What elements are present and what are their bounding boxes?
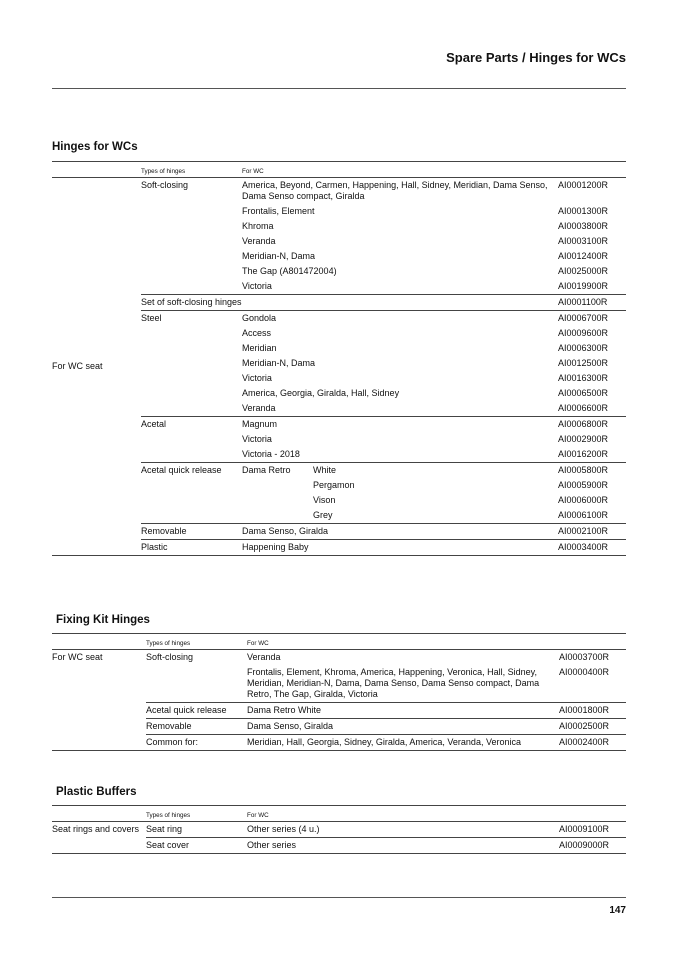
for-wc: Victoria [242, 281, 272, 291]
for-wc [242, 478, 558, 493]
for-wc: Frontalis, Element [242, 206, 315, 216]
hinge-type [141, 386, 242, 401]
group-label: Seat rings and covers [52, 822, 146, 854]
for-wc: Meridian-N, Dama [242, 358, 316, 368]
for-wc [242, 463, 558, 479]
for-wc: Other series (4 u.) [247, 822, 559, 838]
hinge-type: Removable [141, 524, 242, 540]
hinge-type [141, 204, 242, 219]
part-code: AI0001100R [558, 295, 626, 311]
hinge-type: Soft-closing [141, 178, 242, 205]
hinge-type [141, 234, 242, 249]
part-code: AI0009600R [558, 328, 609, 338]
for-wc: Gondola [242, 311, 558, 327]
for-wc: The Gap (A801472004) [242, 266, 337, 276]
part-code: AI0016200R [558, 449, 609, 459]
for-wc: Magnum [242, 417, 558, 433]
page-number: 147 [609, 905, 626, 916]
for-wc: Victoria [242, 434, 272, 444]
hinge-type [141, 371, 242, 386]
part-code: AI0002400R [559, 735, 626, 751]
col-header-for: For WC [247, 640, 269, 647]
for-wc: Khroma [242, 221, 274, 231]
part-code: AI0006600R [558, 403, 609, 413]
header-blank [52, 806, 146, 822]
part-code: AI0002500R [559, 719, 626, 735]
hinge-type [141, 219, 242, 234]
header-blank [559, 634, 626, 650]
part-code: AI0006700R [558, 311, 626, 327]
hinge-type [141, 401, 242, 417]
hinge-type: Soft-closing [146, 650, 247, 666]
for-wc: Victoria [242, 373, 272, 383]
table-row [52, 650, 626, 666]
color-variant: Grey [313, 510, 333, 520]
col-header-types: Types of hinges [141, 168, 186, 175]
col-header-types: Types of hinges [146, 640, 191, 647]
part-code: AI0019900R [558, 281, 609, 291]
part-code: AI0003400R [558, 540, 626, 556]
hinges-section-title: Hinges for WCs [52, 141, 138, 153]
part-code: AI0002900R [558, 434, 609, 444]
table-row [52, 178, 626, 205]
part-code: AI0012400R [558, 251, 609, 261]
header-blank [558, 162, 626, 178]
for-wc: America, Beyond, Carmen, Happening, Hall, Sidney, Meridian, Dama Senso, Dama Senso compact, Giralda [242, 178, 558, 205]
hinge-type: Removable [146, 719, 247, 735]
for-wc [242, 508, 558, 524]
table-header-row [52, 634, 626, 650]
header-blank [559, 806, 626, 822]
part-code: AI0002100R [558, 524, 626, 540]
part-code: AI0005900R [558, 480, 609, 490]
part-code: AI0001200R [558, 178, 626, 205]
part-code: AI0001800R [559, 703, 626, 719]
for-wc-model: Dama Retro [242, 465, 291, 475]
col-header-for: For WC [242, 168, 264, 175]
for-wc: Other series [247, 838, 559, 854]
page-header [52, 48, 626, 89]
for-wc: America, Georgia, Giralda, Hall, Sidney [242, 388, 400, 398]
part-code: AI0006800R [558, 417, 626, 433]
hinge-type: Common for: [146, 735, 247, 751]
hinge-type [141, 447, 242, 463]
for-wc: Veranda [242, 403, 276, 413]
part-code: AI0006000R [558, 495, 609, 505]
color-variant: Pergamon [313, 480, 355, 490]
hinge-type [141, 356, 242, 371]
for-wc [242, 493, 558, 508]
part-code: AI0012500R [558, 358, 609, 368]
buffers-section-title: Plastic Buffers [56, 786, 137, 798]
hinge-type: Set of soft-closing hinges [141, 295, 558, 311]
for-wc: Dama Senso, Giralda [247, 719, 559, 735]
col-header-types: Types of hinges [146, 812, 191, 819]
group-label: For WC seat [52, 650, 146, 751]
for-wc: Dama Senso, Giralda [242, 524, 558, 540]
group-label: For WC seat [52, 178, 141, 556]
hinge-type [141, 341, 242, 356]
for-wc: Access [242, 328, 272, 338]
hinge-type [141, 478, 242, 493]
color-variant: White [313, 465, 337, 475]
for-wc: Veranda [247, 650, 559, 666]
table-row [52, 822, 626, 838]
header-blank [52, 162, 141, 178]
part-code: AI0003100R [558, 236, 609, 246]
for-wc: Victoria - 2018 [242, 449, 300, 459]
part-code: AI0000400R [559, 667, 610, 677]
hinge-type: Seat ring [146, 822, 247, 838]
part-code: AI0006500R [558, 388, 609, 398]
part-code: AI0009000R [559, 838, 626, 854]
for-wc: Meridian [242, 343, 277, 353]
part-code: AI0001300R [558, 206, 609, 216]
hinge-type [146, 665, 247, 703]
hinge-type [141, 249, 242, 264]
for-wc: Happening Baby [242, 540, 558, 556]
for-wc: Dama Retro White [247, 703, 559, 719]
part-code: AI0025000R [558, 266, 609, 276]
hinge-type: Plastic [141, 540, 242, 556]
hinge-type [141, 493, 242, 508]
page-footer-rule [52, 897, 626, 898]
fixing-table [52, 633, 626, 751]
fixing-section-title: Fixing Kit Hinges [56, 614, 150, 626]
part-code: AI0009100R [559, 822, 626, 838]
hinge-type [141, 508, 242, 524]
part-code: AI0005800R [558, 463, 626, 479]
table-header-row [52, 806, 626, 822]
for-wc: Veranda [242, 236, 276, 246]
part-code: AI0016300R [558, 373, 609, 383]
col-header-for: For WC [247, 812, 269, 819]
hinge-type: Steel [141, 311, 242, 327]
buffers-table [52, 805, 626, 854]
part-code: AI0003800R [558, 221, 609, 231]
part-code: AI0003700R [559, 650, 626, 666]
part-code: AI0006100R [558, 510, 609, 520]
hinge-type: Seat cover [146, 838, 247, 854]
page-header-title: Spare Parts / Hinges for WCs [446, 50, 626, 65]
for-wc: Frontalis, Element, Khroma, America, Happening, Veronica, Hall, Sidney, Meridian, Meridian-N, Dama, Dama Senso, Dama Senso compact, Dama Retro, The Gap, Giralda, Victoria [247, 667, 540, 699]
for-wc: Meridian, Hall, Georgia, Sidney, Giralda, America, Veranda, Veronica [247, 735, 559, 751]
color-variant: Vison [313, 495, 336, 505]
hinge-type [141, 432, 242, 447]
for-wc: Meridian-N, Dama [242, 251, 316, 261]
hinge-type [141, 326, 242, 341]
table-header-row [52, 162, 626, 178]
hinge-type [141, 279, 242, 295]
hinge-type: Acetal quick release [146, 703, 247, 719]
part-code: AI0006300R [558, 343, 609, 353]
hinges-table [52, 161, 626, 556]
hinge-type: Acetal [141, 417, 242, 433]
hinge-type: Acetal quick release [141, 463, 242, 479]
hinge-type [141, 264, 242, 279]
header-blank [52, 634, 146, 650]
